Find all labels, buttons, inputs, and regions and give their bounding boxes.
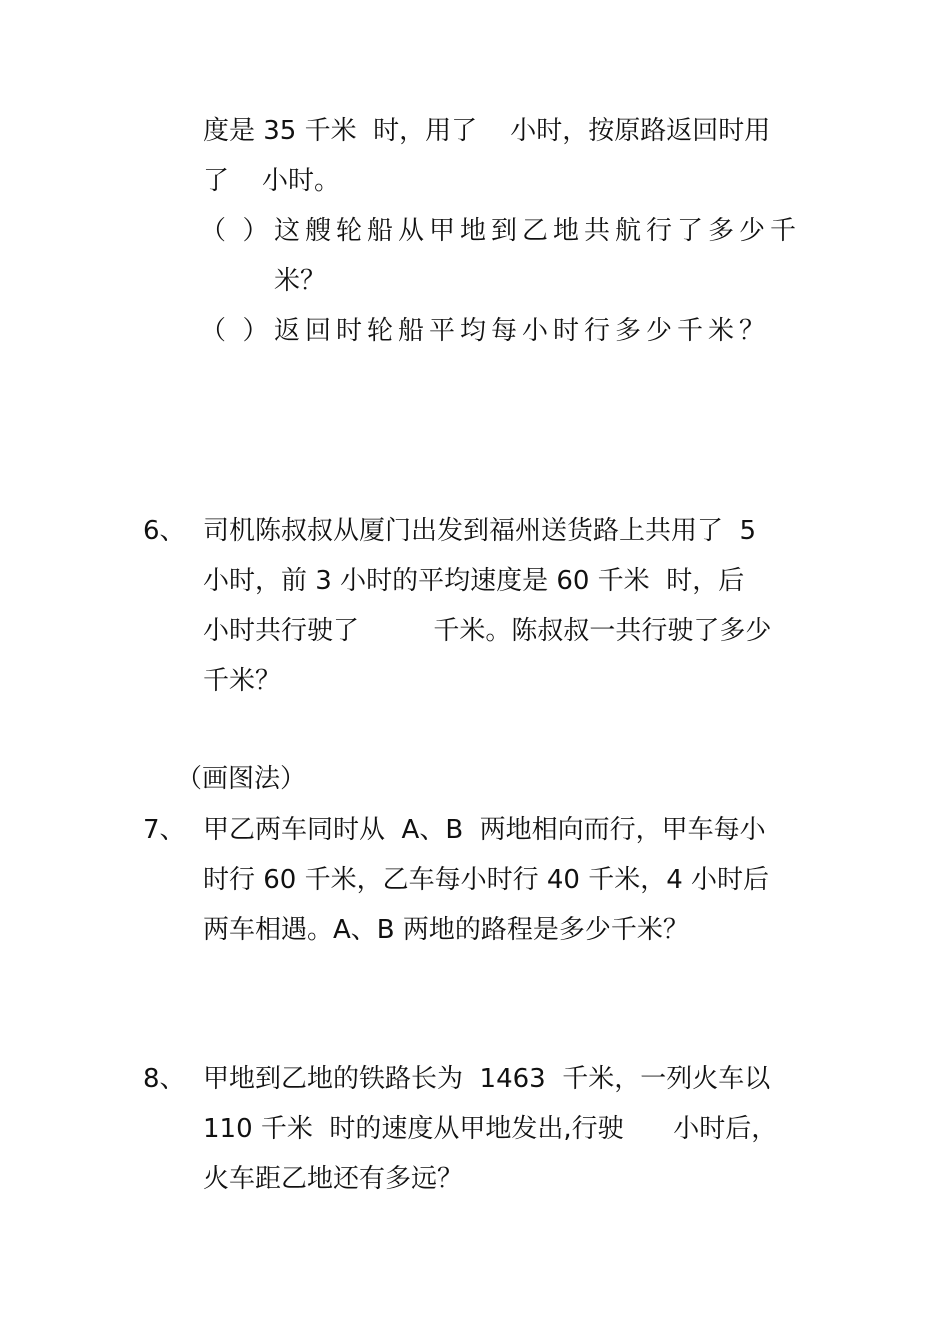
subquestion-1-line-2: 米？ xyxy=(274,266,327,296)
subquestion-2-paren: （ ） xyxy=(200,316,269,346)
prev-problem-line-2: 了 小时。 xyxy=(203,166,341,196)
prev-problem-line-1: 度是 35 千米 时，用了 小时，按原路返回时用 xyxy=(203,116,771,146)
problem-8-number: 8、 xyxy=(143,1064,186,1094)
problem-7-line-2: 时行 60 千米，乙车每小时行 40 千米，4 小时后 xyxy=(203,865,770,895)
subquestion-2-line-1: 返回时轮船平均每小时行多少千米？ xyxy=(274,316,771,346)
problem-7-number: 7、 xyxy=(143,815,186,845)
problem-7-line-3: 两车相遇。A、B 两地的路程是多少千米？ xyxy=(203,915,689,945)
subquestion-1-line-1: 这艘轮船从甲地到乙地共航行了多少千 xyxy=(274,216,802,246)
problem-6-line-4: 千米？ xyxy=(203,666,282,696)
problem-8-line-2: 110 千米 时的速度从甲地发出,行驶 小时后， xyxy=(203,1114,778,1144)
method-note: （画图法） xyxy=(176,764,307,794)
problem-6-number: 6、 xyxy=(143,516,186,546)
problem-6-line-1: 司机陈叔叔从厦门出发到福州送货路上共用了 5 xyxy=(203,516,757,546)
problem-6-line-3: 小时共行驶了 千米。陈叔叔一共行驶了多少 xyxy=(203,616,772,646)
problem-7-line-1: 甲乙两车同时从 A、B 两地相向而行，甲车每小 xyxy=(203,815,766,845)
problem-6-line-2: 小时，前 3 小时的平均速度是 60 千米 时，后 xyxy=(203,566,745,596)
problem-8-line-1: 甲地到乙地的铁路长为 1463 千米，一列火车以 xyxy=(203,1064,771,1094)
subquestion-1-paren: （ ） xyxy=(200,216,269,246)
problem-8-line-3: 火车距乙地还有多远？ xyxy=(203,1164,464,1194)
